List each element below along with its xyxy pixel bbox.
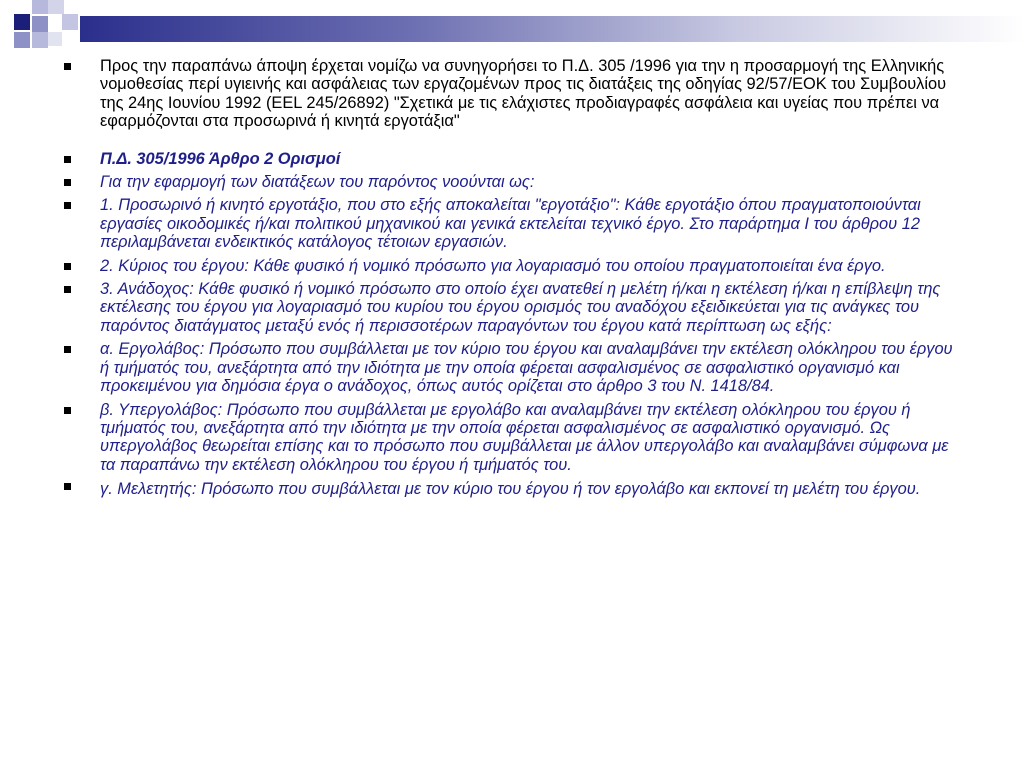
slide-content xyxy=(60,57,960,507)
deco-square-3 xyxy=(48,0,64,14)
list-item xyxy=(60,340,960,395)
square-bullet-icon xyxy=(64,346,71,353)
list-item xyxy=(60,57,960,131)
deco-square-5 xyxy=(62,14,78,30)
corner-decoration xyxy=(0,0,1024,60)
square-bullet-icon xyxy=(64,63,71,70)
list-item xyxy=(60,150,960,168)
list-item-text: γ. Μελετητής: Πρόσωπο που συμβάλλεται με τον κύριο του έργου ή τον εργολάβο και εκπονεί τη μελέτη του έργου. xyxy=(100,480,921,499)
list-item xyxy=(60,280,960,335)
list-item-text: 3. Ανάδοχος: Κάθε φυσικό ή νομικό πρόσωπο στο οποίο έχει ανατεθεί η μελέτη ή/και η εκτέλεση ή/και η επίβλεψη της εκτέλεσης του έργου για λογαριασμό του κυρίου του έργου ορισμός του αναδόχου εξειδικεύεται για τις ανάγκες του παρόντος διατάγματος μεταξύ ενός ή περισσοτέρων παραγόντων του έργου κατά περίπτωση ως εξής: xyxy=(100,280,941,335)
list-item-text: Προς την παραπάνω άποψη έρχεται νομίζω να συνηγορήσει το Π.Δ. 305 /1996 για την η προσαρμογή της Ελληνικής νομοθεσίας περί υγιεινής και ασφάλειας των εργαζομένων προς τις διατάξεις της οδηγίας 92/57/ΕΟΚ του Συμβουλίου της 24ης Ιουνίου 1992 (ΕΕL 245/26892) "Σχετικά με τις ελάχιστες προδιαγραφές ασφάλεια και υγείας που πρέπει να εφαρμόζονται στα προσωρινά ή κινητά εργοτάξια" xyxy=(100,57,947,131)
header-gradient-bar xyxy=(80,16,1024,42)
deco-square-1 xyxy=(14,14,30,30)
list-item-text: Για την εφαρμογή των διατάξεων του παρόντος νοούνται ως: xyxy=(100,173,535,192)
list-item xyxy=(60,196,960,251)
list-item-text: α. Εργολάβος: Πρόσωπο που συμβάλλεται με τον κύριο του έργου και αναλαμβάνει την εκτέλεση ολόκληρου του έργου ή τμήματός του, ανεξάρτητα από την ιδιότητα με την οποία φέρεται ασφαλισμένος σε ασφαλιστικό οργανισμό και προκειμένου για δημόσια έργα ο ανάδοχος, όπως αυτός ορίζεται στο άρθρο 3 του Ν. 1418/84. xyxy=(100,340,953,396)
square-bullet-icon xyxy=(64,202,71,209)
deco-square-6 xyxy=(14,32,30,48)
list-item-text: β. Υπεργολάβος: Πρόσωπο που συμβάλλεται με εργολάβο και αναλαμβάνει την εκτέλεση ολόκληρου του έργου ή τμήματός του, ανεξάρτητα από την ιδιότητα με την οποία φέρεται ασφαλισμένος σε ασφαλιστικό οργανισμό. Ως υπεργολάβος θεωρείται επίσης και το πρόσωπο που συμβάλλεται με άλλον υπεργολάβο και αναλαμβάνει σύμφωνα με τα παραπάνω την εκτέλεση ολόκληρου του έργου ή τμήματός του. xyxy=(100,400,949,474)
square-bullet-icon xyxy=(64,263,71,270)
list-item-text: 2. Κύριος του έργου: Κάθε φυσικό ή νομικό πρόσωπο για λογαριασμό του οποίου πραγματοποιείται ένα έργο. xyxy=(100,256,886,275)
deco-square-2 xyxy=(32,0,48,14)
list-item xyxy=(60,401,960,475)
square-bullet-icon xyxy=(64,407,71,414)
list-item-text: 1. Προσωρινό ή κινητό εργοτάξιο, που στο εξής αποκαλείται "εργοτάξιο": Κάθε εργοτάξιο όπου πραγματοποιούνται εργασίες οικοδομικές ή/και πολιτικού μηχανικού και γενικά εκτελείται τεχνικό έργο. Στο παράρτημα I του άρθρου 12 περιλαμβάνεται ενδεικτικός κατάλογος τέτοιων εργασιών. xyxy=(100,196,921,252)
list-item xyxy=(60,257,960,275)
section-heading: Π.Δ. 305/1996 Άρθρο 2 Ορισμοί xyxy=(100,149,341,168)
list-item xyxy=(60,477,960,502)
deco-square-4 xyxy=(32,16,48,32)
deco-square-7 xyxy=(32,32,48,48)
square-bullet-icon xyxy=(64,483,71,490)
square-bullet-icon xyxy=(64,179,71,186)
square-bullet-icon xyxy=(64,156,71,163)
square-bullet-icon xyxy=(64,286,71,293)
deco-square-8 xyxy=(48,32,62,46)
list-item xyxy=(60,173,960,191)
bullet-list xyxy=(60,57,960,502)
